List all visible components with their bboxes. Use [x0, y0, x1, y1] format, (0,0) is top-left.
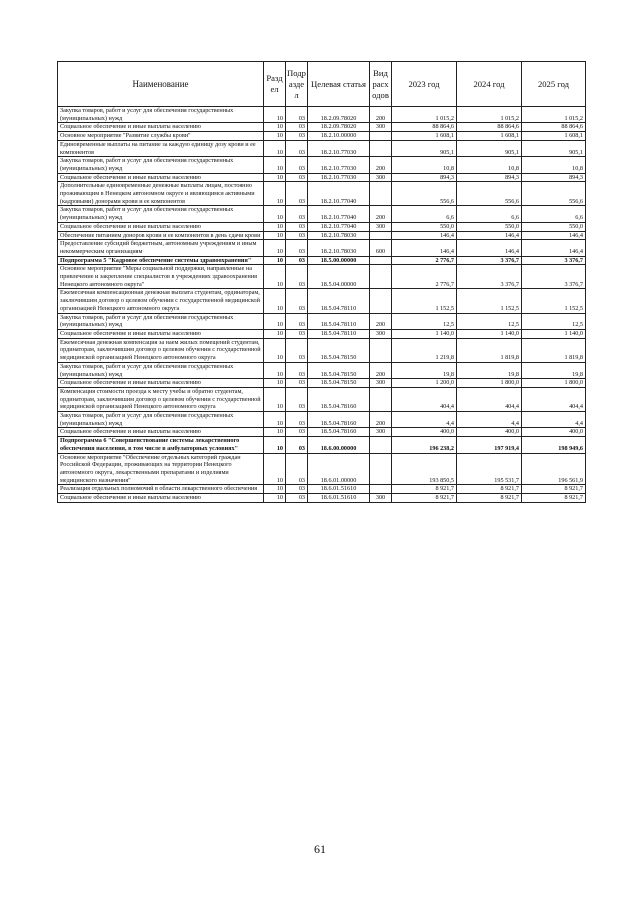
row-subsection: 03 [286, 338, 308, 362]
row-subsection: 03 [286, 140, 308, 156]
row-expense-type: 200 [370, 313, 392, 329]
row-section: 10 [264, 338, 286, 362]
row-name: Основное мероприятие "Меры социальной поддержки, направленные на привлечение и закрепление специалистов в учреждениях здравоохранения Ненецкого автономного округа" [58, 265, 264, 289]
table-row [58, 338, 586, 362]
row-name: Предоставление субсидий бюджетным, автономным учреждениям и иным некоммерческим организациям [58, 240, 264, 256]
table-row [58, 182, 586, 206]
row-name: Социальное обеспечение и иные выплаты населению [58, 222, 264, 231]
header-name: Наименование [58, 62, 264, 107]
row-section: 10 [264, 428, 286, 437]
row-expense-type [370, 140, 392, 156]
row-expense-type: 600 [370, 240, 392, 256]
row-expense-type [370, 265, 392, 289]
header-article: Целевая статья [308, 62, 370, 107]
row-expense-type: 300 [370, 173, 392, 182]
row-subsection: 03 [286, 494, 308, 503]
row-section: 10 [264, 313, 286, 329]
row-value-2025: 12,5 [522, 313, 586, 329]
row-value-2024: 146,4 [457, 240, 522, 256]
header-2023: 2023 год [392, 62, 457, 107]
row-article: 18.5.04.78150 [308, 338, 370, 362]
row-section: 10 [264, 182, 286, 206]
row-expense-type: 300 [370, 428, 392, 437]
row-value-2025: 1 819,8 [522, 338, 586, 362]
row-article: 18.5.04.00000 [308, 265, 370, 289]
table-body [58, 107, 586, 503]
row-value-2025: 894,3 [522, 173, 586, 182]
row-subsection: 03 [286, 329, 308, 338]
row-value-2025: 556,6 [522, 182, 586, 206]
row-value-2023: 1 200,0 [392, 379, 457, 388]
row-section: 10 [264, 123, 286, 132]
row-value-2024: 1 800,0 [457, 379, 522, 388]
row-value-2025: 905,1 [522, 140, 586, 156]
row-value-2025: 196 561,9 [522, 453, 586, 485]
row-name: Дополнительные единовременные денежные выплаты лицам, постоянно проживающим в Ненецком автономном округе и являющимся активными (кадровыми) донорами крови и ее компонентов [58, 182, 264, 206]
row-article: 18.5.00.00000 [308, 256, 370, 265]
row-section: 10 [264, 107, 286, 123]
table-row [58, 231, 586, 240]
row-subsection: 03 [286, 485, 308, 494]
row-section: 10 [264, 494, 286, 503]
row-value-2024: 8 921,7 [457, 485, 522, 494]
table-row [58, 256, 586, 265]
row-subsection: 03 [286, 231, 308, 240]
table-row [58, 412, 586, 428]
row-value-2024: 556,6 [457, 182, 522, 206]
row-value-2024: 3 376,7 [457, 265, 522, 289]
row-subsection: 03 [286, 453, 308, 485]
row-expense-type: 200 [370, 107, 392, 123]
row-subsection: 03 [286, 362, 308, 378]
row-value-2024: 550,0 [457, 222, 522, 231]
row-value-2025: 88 864,6 [522, 123, 586, 132]
row-expense-type: 300 [370, 222, 392, 231]
table-row [58, 206, 586, 222]
row-value-2024: 1 608,1 [457, 132, 522, 141]
row-value-2024: 197 919,4 [457, 437, 522, 453]
row-name: Социальное обеспечение и иные выплаты населению [58, 379, 264, 388]
table-row [58, 387, 586, 411]
row-value-2023: 894,3 [392, 173, 457, 182]
row-value-2024: 3 376,7 [457, 256, 522, 265]
header-2024: 2024 год [457, 62, 522, 107]
row-value-2025: 1 140,0 [522, 329, 586, 338]
row-name: Закупка товаров, работ и услуг для обеспечения государственных (муниципальных) нужд [58, 107, 264, 123]
row-expense-type [370, 231, 392, 240]
table-row [58, 289, 586, 313]
row-expense-type [370, 182, 392, 206]
table-row [58, 453, 586, 485]
row-value-2024: 400,0 [457, 428, 522, 437]
row-value-2023: 905,1 [392, 140, 457, 156]
row-section: 10 [264, 289, 286, 313]
row-value-2024: 10,8 [457, 157, 522, 173]
row-article: 18.2.10.77030 [308, 140, 370, 156]
row-name: Подпрограмма 6 "Совершенствование системы лекарственного обеспечения населения, в том числе в амбулаторных условиях" [58, 437, 264, 453]
table-row [58, 437, 586, 453]
table-row [58, 362, 586, 378]
row-article: 18.2.10.77040 [308, 206, 370, 222]
table-row [58, 173, 586, 182]
row-value-2025: 4,4 [522, 412, 586, 428]
row-value-2025: 550,0 [522, 222, 586, 231]
row-section: 10 [264, 240, 286, 256]
row-value-2025: 19,8 [522, 362, 586, 378]
row-expense-type [370, 132, 392, 141]
row-subsection: 03 [286, 265, 308, 289]
row-expense-type: 300 [370, 329, 392, 338]
row-subsection: 03 [286, 240, 308, 256]
row-subsection: 03 [286, 387, 308, 411]
row-value-2024: 905,1 [457, 140, 522, 156]
row-subsection: 03 [286, 379, 308, 388]
row-section: 10 [264, 329, 286, 338]
row-name: Подпрограмма 5 "Кадровое обеспечение системы здравоохранения" [58, 256, 264, 265]
table-row [58, 265, 586, 289]
row-expense-type: 300 [370, 123, 392, 132]
row-value-2023: 8 921,7 [392, 494, 457, 503]
row-article: 18.2.10.77030 [308, 173, 370, 182]
row-article: 18.2.09.78020 [308, 123, 370, 132]
table-row [58, 485, 586, 494]
row-subsection: 03 [286, 437, 308, 453]
row-value-2024: 8 921,7 [457, 494, 522, 503]
row-article: 18.2.10.77040 [308, 182, 370, 206]
row-name: Основное мероприятие "Развитие службы крови" [58, 132, 264, 141]
row-name: Социальное обеспечение и иные выплаты населению [58, 329, 264, 338]
row-section: 10 [264, 485, 286, 494]
row-section: 10 [264, 437, 286, 453]
row-article: 18.2.10.77030 [308, 157, 370, 173]
row-value-2023: 146,4 [392, 240, 457, 256]
row-subsection: 03 [286, 182, 308, 206]
row-article: 18.5.04.78150 [308, 362, 370, 378]
row-value-2023: 146,4 [392, 231, 457, 240]
row-value-2025: 6,6 [522, 206, 586, 222]
header-section: Разд ел [264, 62, 286, 107]
table-row [58, 428, 586, 437]
row-value-2025: 146,4 [522, 231, 586, 240]
table-row [58, 222, 586, 231]
row-expense-type: 200 [370, 206, 392, 222]
row-article: 18.5.04.78160 [308, 387, 370, 411]
row-value-2023: 12,5 [392, 313, 457, 329]
row-value-2023: 88 864,6 [392, 123, 457, 132]
row-article: 18.2.10.78030 [308, 240, 370, 256]
row-value-2023: 4,4 [392, 412, 457, 428]
row-value-2023: 1 152,5 [392, 289, 457, 313]
row-value-2024: 1 819,8 [457, 338, 522, 362]
row-value-2025: 404,4 [522, 387, 586, 411]
row-subsection: 03 [286, 123, 308, 132]
table-row [58, 379, 586, 388]
row-section: 10 [264, 157, 286, 173]
row-subsection: 03 [286, 313, 308, 329]
table-row [58, 157, 586, 173]
row-section: 10 [264, 362, 286, 378]
row-name: Закупка товаров, работ и услуг для обеспечения государственных (муниципальных) нужд [58, 206, 264, 222]
table-row [58, 494, 586, 503]
row-expense-type [370, 338, 392, 362]
row-value-2024: 195 531,7 [457, 453, 522, 485]
row-value-2024: 894,3 [457, 173, 522, 182]
row-name: Социальное обеспечение и иные выплаты населению [58, 494, 264, 503]
row-value-2025: 3 376,7 [522, 265, 586, 289]
row-value-2023: 10,8 [392, 157, 457, 173]
row-expense-type [370, 387, 392, 411]
row-expense-type: 200 [370, 412, 392, 428]
row-section: 10 [264, 140, 286, 156]
row-section: 10 [264, 256, 286, 265]
table-row [58, 140, 586, 156]
table-row [58, 107, 586, 123]
row-article: 18.5.04.78110 [308, 289, 370, 313]
budget-table [57, 61, 586, 503]
row-expense-type [370, 289, 392, 313]
row-value-2024: 1 015,2 [457, 107, 522, 123]
row-article: 18.6.01.51610 [308, 494, 370, 503]
row-article: 18.5.04.78160 [308, 428, 370, 437]
row-value-2025: 1 608,1 [522, 132, 586, 141]
row-expense-type: 300 [370, 379, 392, 388]
row-article: 18.2.10.00000 [308, 132, 370, 141]
row-value-2025: 10,8 [522, 157, 586, 173]
row-value-2023: 1 015,2 [392, 107, 457, 123]
row-value-2025: 400,0 [522, 428, 586, 437]
row-name: Социальное обеспечение и иные выплаты населению [58, 123, 264, 132]
row-article: 18.2.09.78020 [308, 107, 370, 123]
row-value-2025: 1 015,2 [522, 107, 586, 123]
row-subsection: 03 [286, 412, 308, 428]
row-name: Единовременные выплаты на питание за каждую единицу дозу крови и ее компонентов [58, 140, 264, 156]
row-value-2023: 1 219,8 [392, 338, 457, 362]
table-row [58, 123, 586, 132]
header-2025: 2025 год [522, 62, 586, 107]
row-expense-type: 200 [370, 362, 392, 378]
row-name: Ежемесячная денежная компенсация за наем жилых помещений студентам, ординаторам, заключившим договор о целевом обучении с государственной медицинской организацией Ненецкого автономного округа [58, 338, 264, 362]
row-expense-type [370, 437, 392, 453]
row-value-2023: 400,0 [392, 428, 457, 437]
table-row [58, 313, 586, 329]
row-subsection: 03 [286, 107, 308, 123]
row-article: 18.5.04.78160 [308, 412, 370, 428]
row-value-2024: 1 152,5 [457, 289, 522, 313]
row-name: Компенсация стоимости проезда к месту учебы и обратно студентам, ординаторам, заключившим договор о целевом обучении с государственной медицинской организацией Ненецкого автономного округа [58, 387, 264, 411]
row-value-2023: 556,6 [392, 182, 457, 206]
row-name: Основное мероприятие "Обеспечение отдельных категорий граждан Российской Федерации, проживающих на территории Ненецкого автономного округа, лекарственными препаратами и изделиями медицинского назначения" [58, 453, 264, 485]
row-section: 10 [264, 132, 286, 141]
row-name: Обеспечение питанием доноров крови и ее компонентов в день сдачи крови [58, 231, 264, 240]
row-name: Закупка товаров, работ и услуг для обеспечения государственных (муниципальных) нужд [58, 412, 264, 428]
row-value-2023: 6,6 [392, 206, 457, 222]
row-value-2024: 6,6 [457, 206, 522, 222]
row-value-2025: 3 376,7 [522, 256, 586, 265]
row-value-2024: 19,8 [457, 362, 522, 378]
table-row [58, 240, 586, 256]
row-value-2023: 193 850,5 [392, 453, 457, 485]
row-subsection: 03 [286, 157, 308, 173]
row-section: 10 [264, 231, 286, 240]
row-value-2023: 8 921,7 [392, 485, 457, 494]
row-value-2024: 4,4 [457, 412, 522, 428]
row-value-2024: 146,4 [457, 231, 522, 240]
row-subsection: 03 [286, 289, 308, 313]
row-value-2024: 1 140,0 [457, 329, 522, 338]
row-subsection: 03 [286, 173, 308, 182]
row-value-2023: 196 238,2 [392, 437, 457, 453]
row-expense-type [370, 485, 392, 494]
row-subsection: 03 [286, 256, 308, 265]
header-expense-type: Вид расх одов [370, 62, 392, 107]
row-section: 10 [264, 412, 286, 428]
row-expense-type [370, 256, 392, 265]
row-name: Закупка товаров, работ и услуг для обеспечения государственных (муниципальных) нужд [58, 362, 264, 378]
row-value-2023: 2 776,7 [392, 265, 457, 289]
row-section: 10 [264, 206, 286, 222]
row-article: 18.6.01.00000 [308, 453, 370, 485]
table-row [58, 329, 586, 338]
row-value-2024: 12,5 [457, 313, 522, 329]
row-subsection: 03 [286, 222, 308, 231]
row-subsection: 03 [286, 132, 308, 141]
row-section: 10 [264, 453, 286, 485]
row-value-2024: 88 864,6 [457, 123, 522, 132]
table-header-row [58, 62, 586, 107]
row-name: Ежемесячная компенсационная денежная выплата студентам, ординаторам, заключившим договор о целевом обучении с государственной медицинской организацией Ненецкого автономного округа [58, 289, 264, 313]
row-name: Реализация отдельных полномочий в области лекарственного обеспечения [58, 485, 264, 494]
row-value-2025: 8 921,7 [522, 485, 586, 494]
row-value-2025: 198 949,6 [522, 437, 586, 453]
row-value-2025: 1 800,0 [522, 379, 586, 388]
row-name: Социальное обеспечение и иные выплаты населению [58, 428, 264, 437]
row-section: 10 [264, 222, 286, 231]
row-section: 10 [264, 265, 286, 289]
row-article: 18.5.04.78110 [308, 313, 370, 329]
row-value-2023: 550,0 [392, 222, 457, 231]
page-number: 61 [314, 842, 326, 856]
row-expense-type: 300 [370, 494, 392, 503]
row-value-2023: 1 608,1 [392, 132, 457, 141]
row-value-2024: 404,4 [457, 387, 522, 411]
row-section: 10 [264, 173, 286, 182]
header-subsection: Подр азде л [286, 62, 308, 107]
row-article: 18.5.04.78110 [308, 329, 370, 338]
row-article: 18.5.04.78150 [308, 379, 370, 388]
row-subsection: 03 [286, 206, 308, 222]
row-name: Закупка товаров, работ и услуг для обеспечения государственных (муниципальных) нужд [58, 313, 264, 329]
row-name: Социальное обеспечение и иные выплаты населению [58, 173, 264, 182]
row-subsection: 03 [286, 428, 308, 437]
row-article: 18.6.00.00000 [308, 437, 370, 453]
row-value-2025: 146,4 [522, 240, 586, 256]
row-value-2023: 19,8 [392, 362, 457, 378]
row-article: 18.2.10.78030 [308, 231, 370, 240]
row-expense-type: 200 [370, 157, 392, 173]
row-value-2025: 8 921,7 [522, 494, 586, 503]
row-article: 18.6.01.51610 [308, 485, 370, 494]
row-value-2025: 1 152,5 [522, 289, 586, 313]
row-expense-type [370, 453, 392, 485]
table-row [58, 132, 586, 141]
row-value-2023: 404,4 [392, 387, 457, 411]
row-name: Закупка товаров, работ и услуг для обеспечения государственных (муниципальных) нужд [58, 157, 264, 173]
row-section: 10 [264, 387, 286, 411]
row-section: 10 [264, 379, 286, 388]
row-value-2023: 1 140,0 [392, 329, 457, 338]
row-value-2023: 2 776,7 [392, 256, 457, 265]
row-article: 18.2.10.77040 [308, 222, 370, 231]
